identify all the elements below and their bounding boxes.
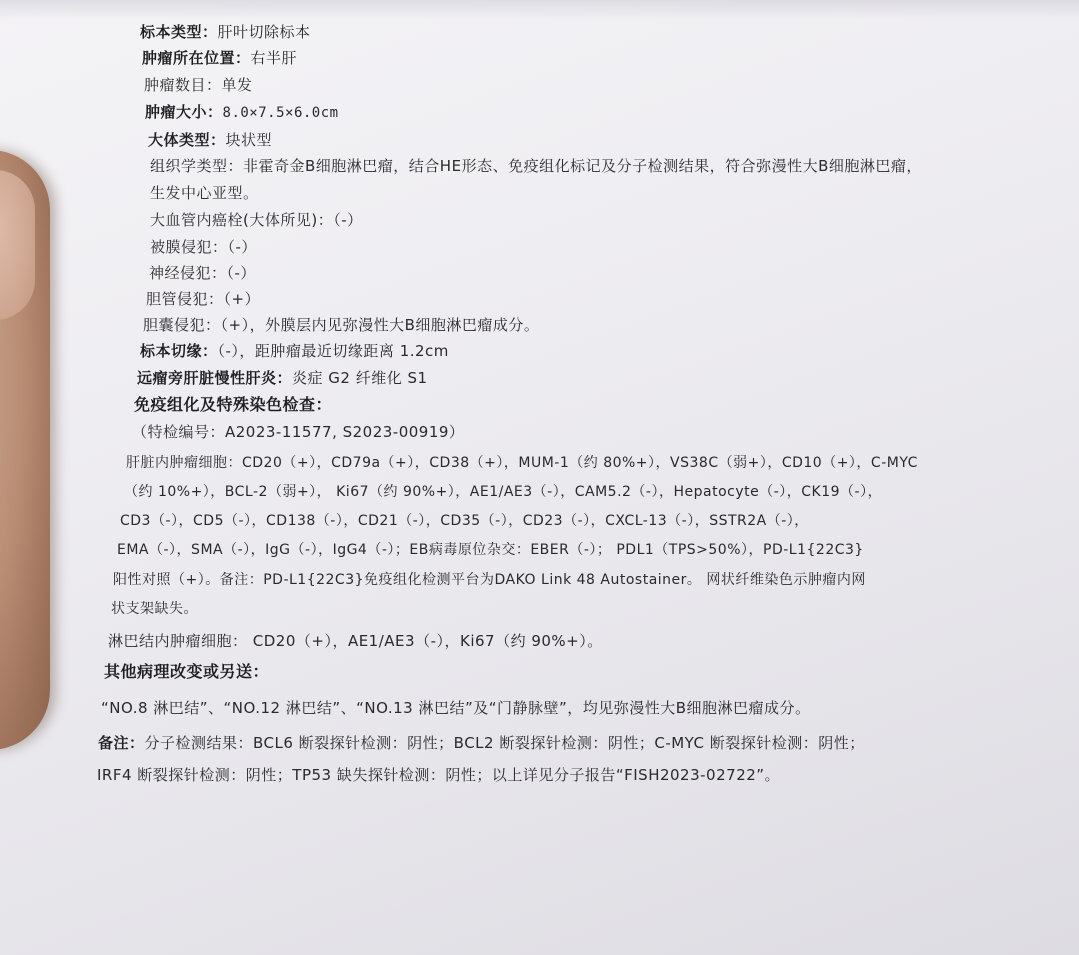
gross-type-label: 大体类型： [148,131,226,149]
tumor-count-row [144,75,253,95]
thumbnail-highlight [0,170,35,320]
bile-duct-invasion-label: 胆管侵犯： [146,290,224,308]
ihc-liver-line-2: （约 10%+），BCL-2（弱+）， Ki67（约 90%+），AE1/AE3（-），CAM5.2（-），Hepatocyte（-），CK19（-）， [124,484,883,500]
nerve-invasion-row [149,263,256,283]
nerve-invasion-value: （-） [226,264,256,282]
other-findings-line: “NO.8 淋巴结”、“NO.12 淋巴结”、“NO.13 淋巴结”及“门静脉壁”，均见弥漫性大B细胞淋巴瘤成分。 [101,699,811,717]
specimen-type-row [140,22,311,42]
hepatitis-row [137,368,428,388]
gallbladder-invasion-label: 胆囊侵犯： [143,316,221,334]
note-line-2: IRF4 断裂探针检测：阴性；TP53 缺失探针检测：阴性；以上详见分子报告“FISH2023-02722”。 [97,766,781,784]
ihc-liver-line-1: 肝脏内肿瘤细胞：CD20（+），CD79a（+），CD38（+），MUM-1（约 80%+），VS38C（弱+），CD10（+），C-MYC [126,455,918,471]
tumor-location-label: 肿瘤所在位置： [142,49,251,67]
tumor-size-row [145,102,339,123]
vascular-thrombus-value: （-） [333,211,363,229]
ihc-liver-line-6: 状支架缺失。 [111,601,198,617]
bile-duct-invasion-row [146,289,260,309]
note-label: 备注： [98,734,145,752]
note-row-1 [98,733,865,753]
capsule-invasion-row [150,237,257,257]
ihc-liver-line-3: CD3（-），CD5（-），CD138（-），CD21（-），CD35（-），CD23（-），CXCL-13（-），SSTR2A（-）， [120,513,809,529]
bile-duct-invasion-value: （+） [223,290,261,308]
capsule-invasion-value: （-） [227,238,257,256]
hepatitis-label: 远瘤旁肝脏慢性肝炎： [137,369,293,387]
histology-line1: 非霍奇金B细胞淋巴瘤，结合HE形态、免疫组化标记及分子检测结果，符合弥漫性大B细胞淋巴瘤， [243,157,922,175]
ihc-liver-line-5: 阳性对照（+）。备注：PD-L1{22C3}免疫组化检测平台为DAKO Link 48 Autostainer。 网状纤维染色示肿瘤内网 [113,572,866,588]
margin-row [140,341,449,361]
ihc-section-title: 免疫组化及特殊染色检查： [134,395,333,414]
gross-type-value: 块状型 [225,131,273,149]
note-line-1: 分子检测结果：BCL6 断裂探针检测：阴性；BCL2 断裂探针检测：阴性；C-MYC 断裂探针检测：阴性； [144,734,865,752]
specimen-type-value: 肝叶切除标本 [217,23,311,41]
tumor-size-label: 肿瘤大小： [145,103,223,121]
hepatitis-value: 炎症 G2 纤维化 S1 [292,369,428,387]
capsule-invasion-label: 被膜侵犯： [150,238,228,256]
tumor-count-label: 肿瘤数目： [144,76,222,94]
histology-line2: 生发中心亚型。 [150,184,259,202]
page-edge-shadow [0,0,1079,20]
histology-row [150,156,922,176]
margin-label: 标本切缘： [140,342,218,360]
other-section-title: 其他病理改变或另送： [104,662,270,681]
margin-value: （-），距肿瘤最近切缘距离 1.2cm [217,342,449,360]
tumor-count-value: 单发 [221,76,253,94]
nerve-invasion-label: 神经侵犯： [149,264,227,282]
gallbladder-invasion-row [143,315,539,335]
tumor-size-value: 8.0×7.5×6.0cm [222,105,339,121]
vascular-thrombus-label: 大血管内癌栓(大体所见)： [150,211,334,229]
histology-label: 组织学类型： [150,157,244,175]
ihc-liver-line-4: EMA（-），SMA（-），IgG（-），IgG4（-）；EB病毒原位杂交：EBER（-）； PDL1（TPS>50%），PD-L1{22C3} [117,542,864,558]
vascular-thrombus-row [150,210,363,230]
tumor-location-row [142,48,297,68]
specimen-type-label: 标本类型： [140,23,218,41]
tumor-location-value: 右半肝 [250,49,298,67]
gallbladder-invasion-value: （+），外膜层内见弥漫性大B细胞淋巴瘤成分。 [220,316,540,334]
ihc-lymph-node-line: 淋巴结内肿瘤细胞： CD20（+），AE1/AE3（-），Ki67（约 90%+）。 [108,632,603,650]
ihc-number: （特检编号：A2023-11577, S2023-00919） [132,423,465,441]
gross-type-row [148,130,272,150]
